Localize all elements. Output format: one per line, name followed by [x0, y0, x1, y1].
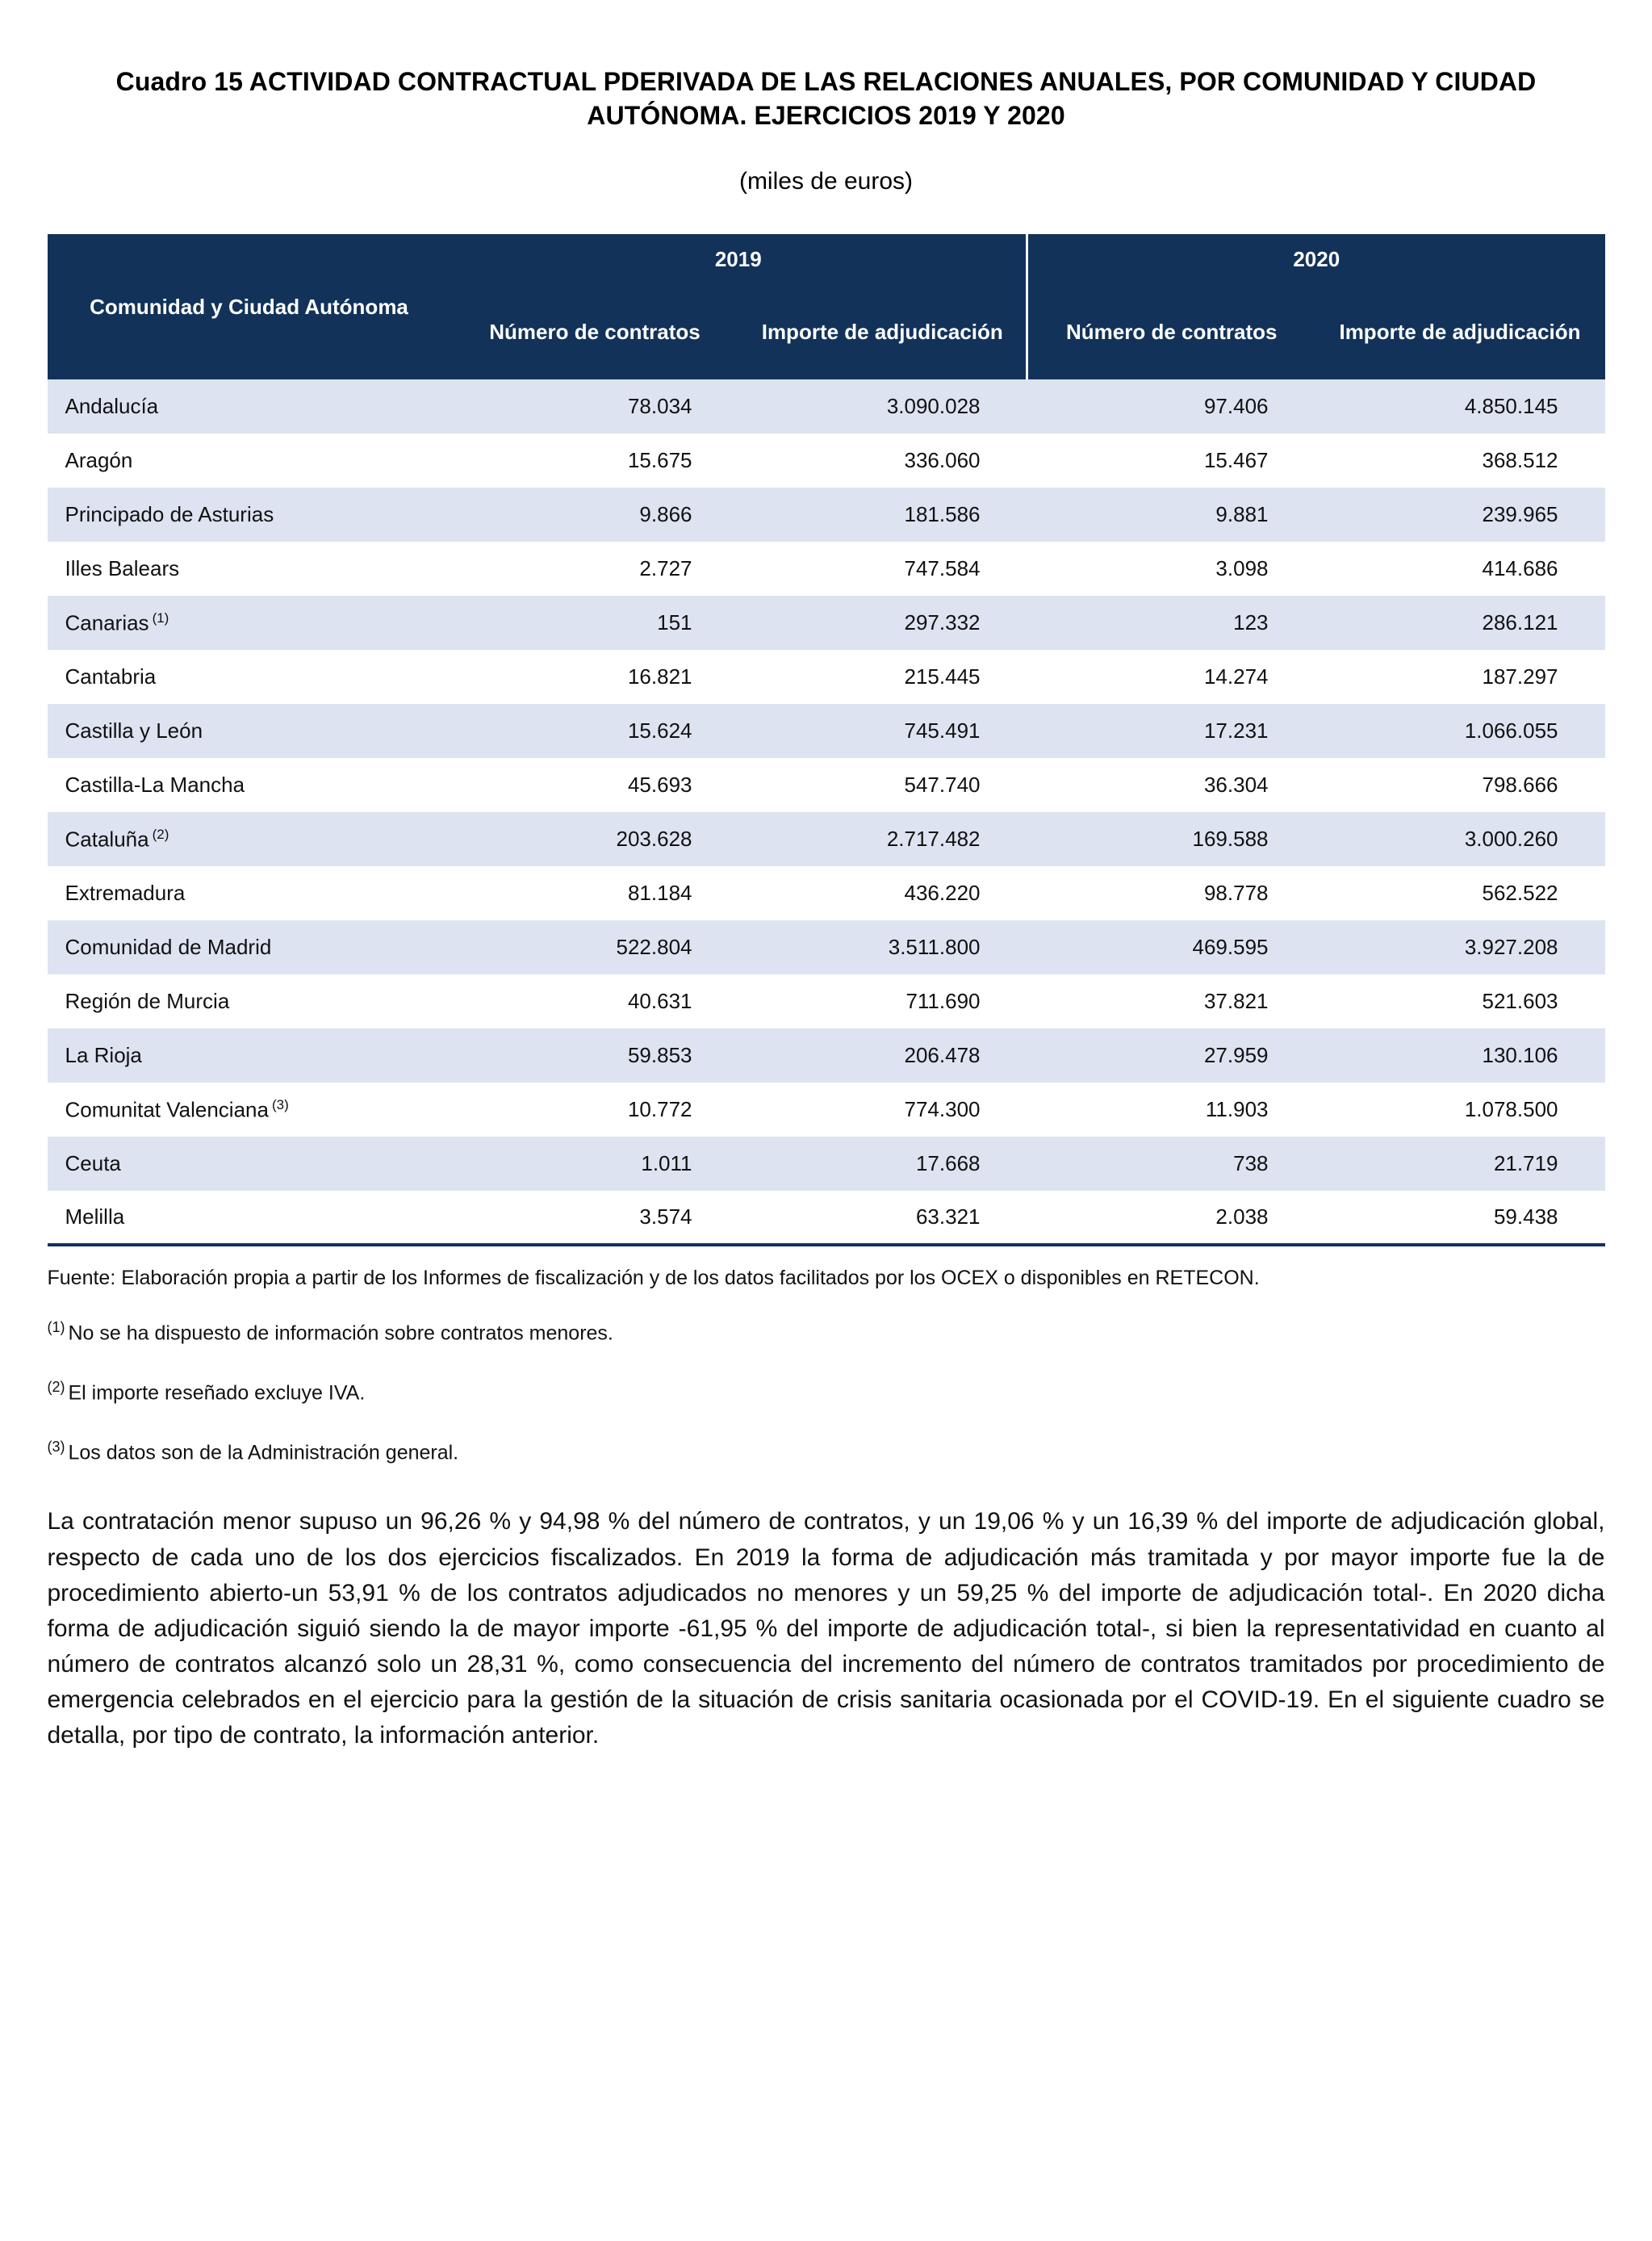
cell-i2019: 2.717.482 — [739, 812, 1027, 866]
column-group-2020: 2020 — [1027, 234, 1605, 284]
cell-c2019: 3.574 — [451, 1191, 739, 1245]
table-row — [48, 434, 1605, 488]
cell-c2020: 15.467 — [1027, 434, 1315, 488]
footnote-3-text: Los datos son de la Administración general. — [68, 1440, 459, 1464]
cell-region: Comunitat Valenciana $^{(3)}$ — [48, 1083, 451, 1137]
cell-c2019: 203.628 — [451, 812, 739, 866]
cell-region: Castilla y León — [48, 704, 451, 758]
table-row — [48, 812, 1605, 866]
cell-region: Aragón — [48, 434, 451, 488]
table-notes — [48, 1264, 1605, 1467]
table-row — [48, 974, 1605, 1028]
footnote-2-marker: (2) — [47, 1378, 65, 1395]
cell-c2020: 3.098 — [1027, 542, 1315, 596]
cell-i2020: 521.603 — [1315, 974, 1605, 1028]
table-row — [48, 1028, 1605, 1083]
footnote-marker: (3) — [271, 1097, 289, 1113]
cell-c2019: 522.804 — [451, 920, 739, 974]
cell-c2020: 14.274 — [1027, 650, 1315, 704]
table-row — [48, 650, 1605, 704]
cell-i2019: 63.321 — [739, 1191, 1027, 1245]
table-row — [48, 488, 1605, 542]
table-row — [48, 379, 1605, 434]
column-header-contratos-2020: Número de contratos — [1027, 284, 1315, 379]
cell-i2019: 181.586 — [739, 488, 1027, 542]
cell-c2020: 9.881 — [1027, 488, 1315, 542]
cell-i2019: 3.511.800 — [739, 920, 1027, 974]
cell-c2020: 738 — [1027, 1137, 1315, 1191]
column-header-contratos-2019: Número de contratos — [451, 284, 739, 379]
cell-i2019: 774.300 — [739, 1083, 1027, 1137]
cell-c2019: 9.866 — [451, 488, 739, 542]
cell-region: Región de Murcia — [48, 974, 451, 1028]
table-row — [48, 866, 1605, 920]
cell-c2020: 123 — [1027, 596, 1315, 650]
cell-region: Comunidad de Madrid — [48, 920, 451, 974]
cell-i2020: 562.522 — [1315, 866, 1605, 920]
cell-c2020: 11.903 — [1027, 1083, 1315, 1137]
table-header — [48, 234, 1605, 379]
cell-region: Cataluña $^{(2)}$ — [48, 812, 451, 866]
units-subtitle: (miles de euros) — [738, 168, 914, 195]
cell-region: Principado de Asturias — [48, 488, 451, 542]
cell-i2020: 368.512 — [1315, 434, 1605, 488]
cell-i2020: 59.438 — [1315, 1191, 1605, 1245]
footnote-1-text: No se ha dispuesto de información sobre contratos menores. — [68, 1322, 613, 1345]
cell-c2019: 40.631 — [451, 974, 739, 1028]
cell-i2020: 1.078.500 — [1315, 1083, 1605, 1137]
cell-c2020: 469.595 — [1027, 920, 1315, 974]
column-header-region: Comunidad y Ciudad Autónoma — [48, 234, 451, 379]
cell-region: Extremadura — [48, 866, 451, 920]
column-group-2019: 2019 — [451, 234, 1027, 284]
footnote-2-text: El importe reseñado excluye IVA. — [68, 1381, 366, 1405]
source-note: Fuente: Elaboración propia a partir de los Informes de fiscalización y de los datos facilitados por los OCEX o disponibles en RETECON. — [47, 1267, 1260, 1290]
cell-region: Canarias $^{(1)}$ — [48, 596, 451, 650]
table-container — [40, 234, 1612, 1246]
cell-c2019: 78.034 — [451, 379, 739, 434]
column-header-importe-2019: Importe de adjudicación — [739, 284, 1027, 379]
cell-c2019: 15.624 — [451, 704, 739, 758]
cell-i2020: 286.121 — [1315, 596, 1605, 650]
cell-c2019: 10.772 — [451, 1083, 739, 1137]
cell-c2020: 17.231 — [1027, 704, 1315, 758]
cell-i2019: 436.220 — [739, 866, 1027, 920]
cell-i2020: 3.000.260 — [1315, 812, 1605, 866]
table-body — [48, 379, 1605, 1245]
cell-c2020: 169.588 — [1027, 812, 1315, 866]
cell-i2020: 21.719 — [1315, 1137, 1605, 1191]
table-row — [48, 704, 1605, 758]
table-row — [48, 596, 1605, 650]
cell-i2020: 798.666 — [1315, 758, 1605, 812]
cell-i2020: 130.106 — [1315, 1028, 1605, 1083]
body-paragraph: La contratación menor supuso un 96,26 % y 94,98 % del número de contratos, y un 19,06 % y un 16,39 % del importe de adjudicación global, respecto de cada uno de los dos ejercicios fiscalizados. En 2019 la forma de adjudicación más tramitada y por mayor importe fue la de procedimiento abierto-un 53,91 % de los contratos adjudicados no menores y un 59,25 % del importe de adjudicación total-. En 2020 dicha forma de adjudicación siguió siendo la de mayor importe -61,95 % del importe de adjudicación total-, si bien la representatividad en cuanto al número de contratos alcanzó solo un 28,31 %, como consecuencia del incremento del número de contratos tramitados por procedimiento de emergencia celebrados en el ejercicio para la gestión de la situación de crisis sanitaria ocasionada por el COVID-19. En el siguiente cuadro se detalla, por tipo de contrato, la información anterior. — [47, 1508, 1605, 1749]
cell-i2019: 547.740 — [739, 758, 1027, 812]
cell-i2019: 745.491 — [739, 704, 1027, 758]
cell-c2019: 2.727 — [451, 542, 739, 596]
table-row — [48, 1083, 1605, 1137]
cell-region: Illes Balears — [48, 542, 451, 596]
cell-c2019: 151 — [451, 596, 739, 650]
cell-c2019: 81.184 — [451, 866, 739, 920]
cell-i2019: 747.584 — [739, 542, 1027, 596]
cell-c2019: 45.693 — [451, 758, 739, 812]
cell-c2019: 16.821 — [451, 650, 739, 704]
cell-region: Ceuta — [48, 1137, 451, 1191]
footnote-3 — [48, 1437, 1605, 1468]
cell-c2020: 97.406 — [1027, 379, 1315, 434]
cell-i2019: 3.090.028 — [739, 379, 1027, 434]
footnote-3-marker: (3) — [47, 1438, 65, 1455]
column-header-importe-2020: Importe de adjudicación — [1315, 284, 1605, 379]
footnote-2 — [48, 1377, 1605, 1408]
cell-i2019: 206.478 — [739, 1028, 1027, 1083]
cell-i2020: 414.686 — [1315, 542, 1605, 596]
cell-i2019: 336.060 — [739, 434, 1027, 488]
contracts-table — [48, 234, 1605, 1246]
footnote-marker: (1) — [152, 610, 169, 626]
table-row — [48, 920, 1605, 974]
footnote-1-marker: (1) — [47, 1318, 65, 1335]
cell-i2019: 297.332 — [739, 596, 1027, 650]
cell-i2020: 1.066.055 — [1315, 704, 1605, 758]
cell-i2019: 17.668 — [739, 1137, 1027, 1191]
cell-c2020: 2.038 — [1027, 1191, 1315, 1245]
cell-c2020: 98.778 — [1027, 866, 1315, 920]
footnote-1 — [48, 1317, 1605, 1348]
cell-i2020: 4.850.145 — [1315, 379, 1605, 434]
cell-i2020: 239.965 — [1315, 488, 1605, 542]
cell-c2019: 1.011 — [451, 1137, 739, 1191]
cell-c2020: 36.304 — [1027, 758, 1315, 812]
table-row — [48, 1137, 1605, 1191]
table-row — [48, 1191, 1605, 1245]
cell-c2019: 15.675 — [451, 434, 739, 488]
footnote-marker: (2) — [152, 827, 169, 843]
cell-region: La Rioja — [48, 1028, 451, 1083]
table-row — [48, 542, 1605, 596]
cell-c2020: 37.821 — [1027, 974, 1315, 1028]
cell-i2019: 215.445 — [739, 650, 1027, 704]
cell-region: Cantabria — [48, 650, 451, 704]
cell-i2020: 3.927.208 — [1315, 920, 1605, 974]
cell-i2020: 187.297 — [1315, 650, 1605, 704]
cell-i2019: 711.690 — [739, 974, 1027, 1028]
table-row — [48, 758, 1605, 812]
cell-c2019: 59.853 — [451, 1028, 739, 1083]
cell-region: Melilla — [48, 1191, 451, 1245]
page-title: Cuadro 15 ACTIVIDAD CONTRACTUAL PDERIVADA DE LAS RELACIONES ANUALES, POR COMUNIDAD Y CIUDAD AUTÓNOMA. EJERCICIOS 2019 Y 2020 — [115, 67, 1537, 131]
cell-region: Andalucía — [48, 379, 451, 434]
cell-region: Castilla-La Mancha — [48, 758, 451, 812]
cell-c2020: 27.959 — [1027, 1028, 1315, 1083]
